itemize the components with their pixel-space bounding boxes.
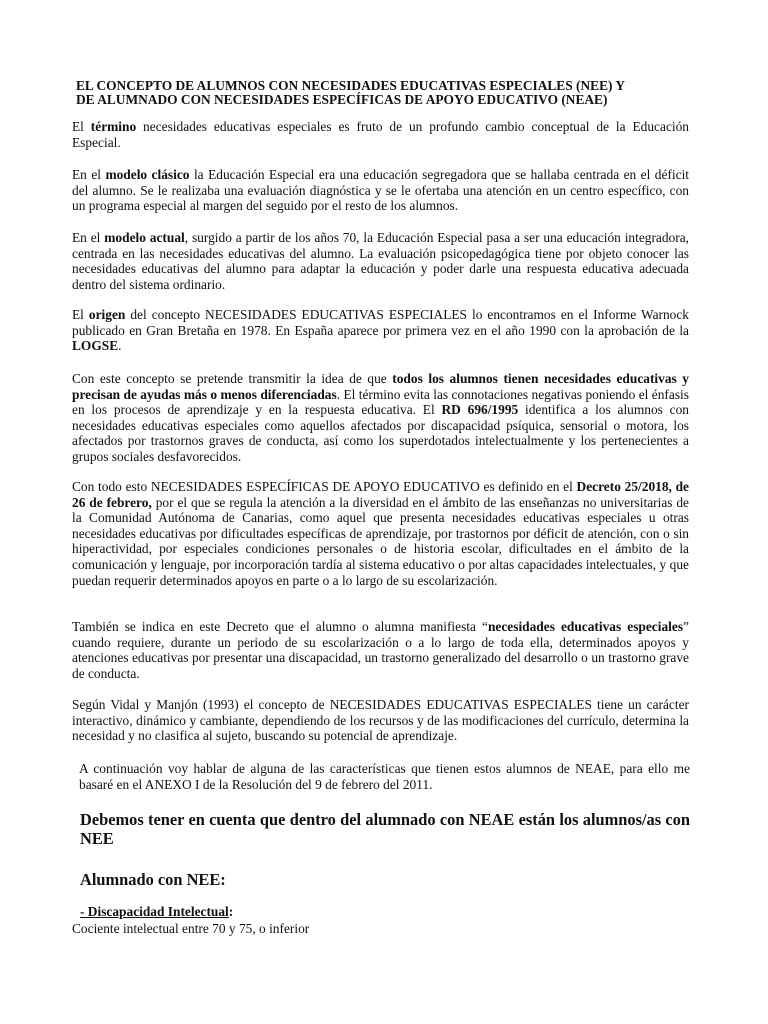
text-segment: la Educación Especial era una educación segregadora que se hallaba centrada en el déficit del alumno. Se le realizaba una evaluación diagnóstica y se le ofertaba una atención en un centro específico, con un programa especial al margen del seguido por el resto de los alumnos.: [72, 167, 690, 214]
title-line-1: EL CONCEPTO DE ALUMNOS CON NECESIDADES EDUCATIVAS ESPECIALES (NEE) Y: [76, 78, 626, 93]
bold-text: modelo actual: [104, 230, 185, 245]
bold-text: término: [90, 119, 137, 134]
text-segment: El: [72, 307, 89, 322]
paragraph-tambien: [72, 619, 689, 681]
heading-nee: Alumnado con NEE:: [80, 870, 226, 889]
bold-text: LOGSE: [72, 338, 119, 354]
bold-text: origen: [88, 307, 126, 322]
title-line-2: DE ALUMNADO CON NECESIDADES ESPECÍFICAS DE APOYO EDUCATIVO (NEAE): [76, 92, 608, 107]
paragraph-modelo-actual: [72, 230, 689, 292]
subheading-discapacidad-intelectual: [80, 904, 233, 919]
paragraph-origen: [72, 307, 689, 354]
subheading-colon: :: [228, 904, 234, 919]
bold-text: Decreto 25/2018, de 26 de febrero,: [72, 479, 689, 510]
document-title: [76, 79, 696, 107]
text-segment: A continuación voy hablar de alguna de las características que tienen estos alumnos de NEAE, para ello me basaré en el ANEXO I de la Resolución del 9 de febrero del 2011.: [79, 761, 690, 792]
text-segment: . El término evita las connotaciones negativas poniendo el énfasis en los procesos de aprendizaje y en la respuesta educativa. El: [72, 386, 689, 418]
text-segment: ” cuando requiere, durante un periodo de su escolarización o a lo largo de toda ella, determinados apoyos y atenciones educativas por presentar una discapacidad, un trastorno generalizado del desarrollo o un trastorno grave de conducta.: [72, 619, 689, 681]
text-segment: identifica a los alumnos con necesidades educativas especiales como aquellos afectados por discapacidad psíquica, sensorial o motora, los afectados por trastornos graves de conducta, así como los superdotados intelectualmente y los pertenecientes a grupos sociales desfavorecidos.: [72, 402, 689, 464]
paragraph-vidal-manjon: [72, 697, 689, 744]
bold-text: necesidades educativas especiales: [487, 619, 684, 634]
heading-neae: Debemos tener en cuenta que dentro del alumnado con NEAE están los alumnos/as con NEE: [80, 810, 690, 848]
paragraph-continuacion: [79, 761, 690, 792]
text-segment: por el que se regula la atención a la diversidad en el ámbito de las enseñanzas no universitarias de la Comunidad Autónoma de Canarias, como aquel que presenta necesidades educativas especiales u otras necesidades educativas por dificultades específicas de aprendizaje, por trastornos por déficit de atención, con o sin hiperactividad, por especiales condiciones personales o de historia escolar, dificultades en el ámbito de la comunicación y lenguaje, por incorporación tardía al sistema educativo o por altas capacidades intelectuales, y que puedan requerir determinados apoyos en parte o a lo largo de su escolarización.: [72, 494, 690, 588]
text-segment: El: [72, 119, 91, 134]
text-segment: del concepto NECESIDADES EDUCATIVAS ESPECIALES lo encontramos en el Informe Warnock publicado en Gran Bretaña en 1978. En España aparece por primera vez en el año 1990 con la aprobación de la: [72, 307, 690, 338]
paragraph-decreto: [72, 479, 689, 588]
paragraph-concepto: [72, 371, 689, 465]
text-segment: En el: [72, 230, 105, 245]
text-segment: Según Vidal y Manjón (1993) el concepto de NECESIDADES EDUCATIVAS ESPECIALES tiene un carácter interactivo, dinámico y cambiante, dependiendo de los recursos y de las modificaciones del currículo, determina la necesidad y no clasifica al sujeto, buscando su potencial de aprendizaje.: [72, 697, 689, 744]
cociente-line: Cociente intelectual entre 70 y 75, o inferior: [72, 921, 310, 936]
subheading-label: - Discapacidad Intelectual: [80, 904, 229, 919]
text-segment: Con este concepto se pretende transmitir la idea de que: [72, 371, 393, 386]
bold-text: RD 696/1995: [441, 402, 519, 418]
bold-text: todos los alumnos tienen necesidades educativas y precisan de ayudas más o menos diferenciadas: [72, 371, 689, 402]
paragraph-termino: [72, 119, 689, 150]
text-segment: , surgido a partir de los años 70, la Educación Especial pasa a ser una educación integradora, centrada en las necesidades educativas del alumno. La evaluación psicopedagógica tiene por objeto conocer las necesidades educativas del alumno para adaptar la educación y poder darle una respuesta educativa adecuada dentro del sistema ordinario.: [72, 230, 690, 292]
text-segment: .: [118, 338, 122, 354]
text-segment: También se indica en este Decreto que el alumno o alumna manifiesta “: [72, 619, 488, 634]
bold-text: modelo clásico: [105, 167, 190, 182]
text-segment: necesidades educativas especiales es fruto de un profundo cambio conceptual de la Educación Especial.: [72, 119, 690, 150]
paragraph-modelo-clasico: [72, 167, 689, 214]
text-segment: Con todo esto NECESIDADES ESPECÍFICAS DE APOYO EDUCATIVO es definido en el: [72, 479, 577, 494]
text-segment: En el: [72, 167, 106, 182]
